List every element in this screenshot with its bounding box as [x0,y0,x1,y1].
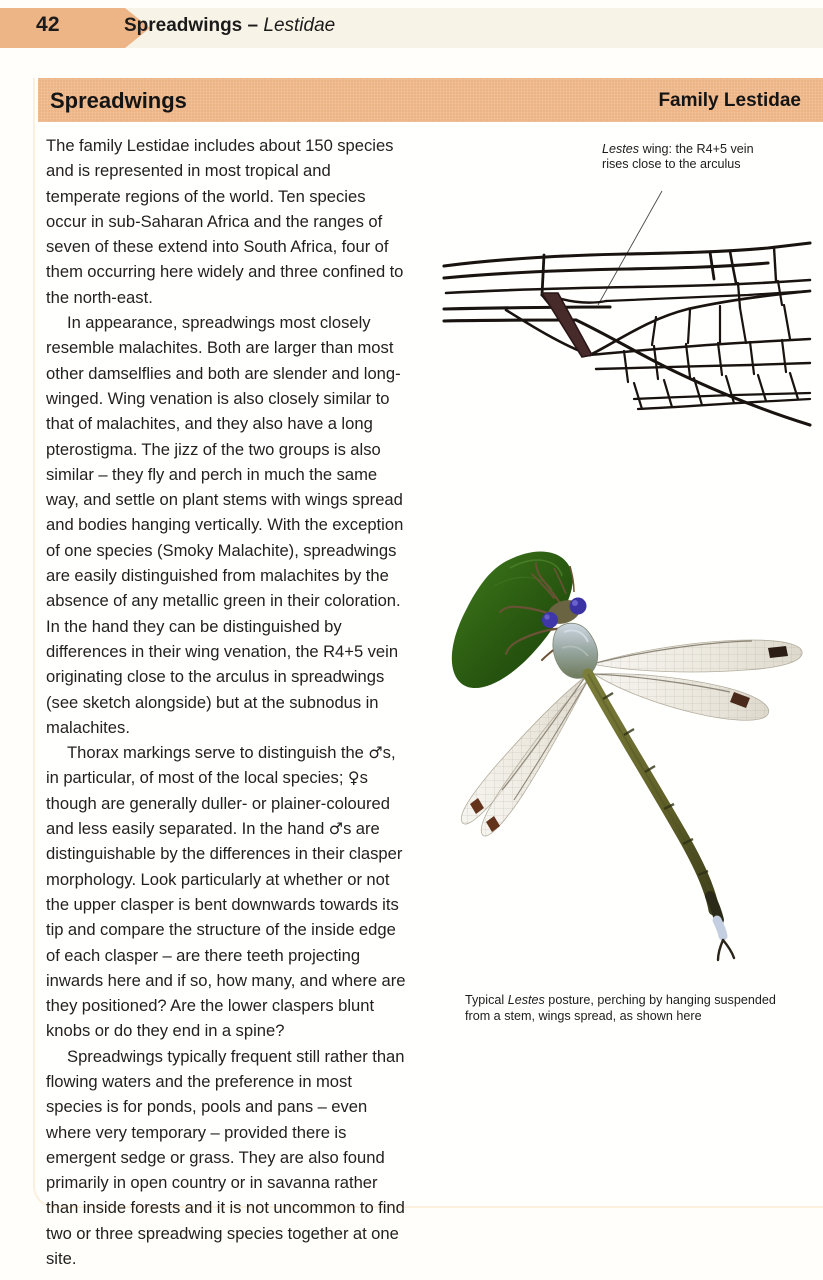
wing-sketch-caption [602,142,782,173]
wing-venation-sketch [438,233,813,448]
compound-eye [570,598,587,615]
paragraph-3-part-a: Thorax markings serve to distinguish the [67,743,369,763]
paragraph-3-part-b: s, in particular, of most of the local species; [46,743,396,788]
running-head-dash: – [242,15,264,36]
paragraph-4: Spreadwings typically frequent still rather than flowing waters and the preference in most species is for ponds, pools and pans – even where very temporary – provided there is emergent sedge or grass. They are also found primarily in open country or in savanna rather than inside forests and it is not uncommon to find two or three spreadwing species together at one site. [46,1046,405,1269]
claspers [718,940,734,960]
damselfly-photograph [440,528,815,968]
running-head-common-name: Spreadwings [124,15,243,36]
photo-caption-lead: Typical [465,993,508,1007]
hind-wings [461,676,588,836]
male-symbol-icon-2: ♂ [328,819,344,839]
article-text-column [46,133,406,1271]
pterostigma [768,646,788,658]
paragraph-2: In appearance, spreadwings most closely resemble malachites. Both are larger than most other damselflies and both are slender and long-winged. Wing venation is also closely similar to that of malachites, and they also have a long pterostigma. The jizz of the two groups is also similar – they fly and perch in much the same way, and settle on plant stems with wings spread and bodies hanging vertically. With the exception of one species (Smoky Malachite), spreadwings are easily distinguished from malachites by the absence of any metallic green in their coloration. In the hand they can be distinguished by differences in their wing venation, the R4+5 vein originating close to the arculus in spreadwings (see sketch alongside) but at the subnodus in malachites. [46,313,404,737]
paragraph-3-part-c: s though are generally duller- or plainer-coloured and less easily separated. In the hand [46,768,390,839]
photo-caption-genus: Lestes [507,993,545,1007]
male-symbol-icon: ♂ [368,743,383,763]
paragraph-3 [46,740,406,1044]
page-number: 42 [36,13,60,36]
compound-eye [542,612,558,628]
paragraph-1: The family Lestidae includes about 150 species and is represented in most tropical and temperate regions of the world. Ten species occur in sub-Saharan Africa and the ranges of seven of these extend into South Africa, four of them occurring here widely and three confined to the north-east. [46,136,404,307]
wing-sketch-caption-genus: Lestes [602,142,640,156]
running-head-title [124,15,335,37]
damselfly-photo-caption [465,993,795,1024]
family-label: Family Lestidae [658,90,801,111]
running-head-scientific-name: Lestidae [263,15,336,36]
family-heading: Spreadwings [50,88,187,113]
female-symbol-icon: ♀ [347,768,360,788]
family-header-bar [38,78,823,122]
wing-sketch-caption-text: wing: the R4+5 vein rises close to the arculus [602,142,754,172]
photo-caption-text: posture, perching by hanging suspended from a stem, wings spread, as shown here [465,993,776,1023]
fore-wings [592,640,802,720]
paragraph-3-part-d: s are distinguishable by the differences in their clasper morphology. Look particularly at whether or not the upper clasper is bent downwards towards its tip and compare the structure of the inside edge of each clasper – are there teeth projecting inwards here and if so, how many, and where are they positioned? Are the lower claspers blunt knobs or do they end in a spine? [46,819,406,1041]
